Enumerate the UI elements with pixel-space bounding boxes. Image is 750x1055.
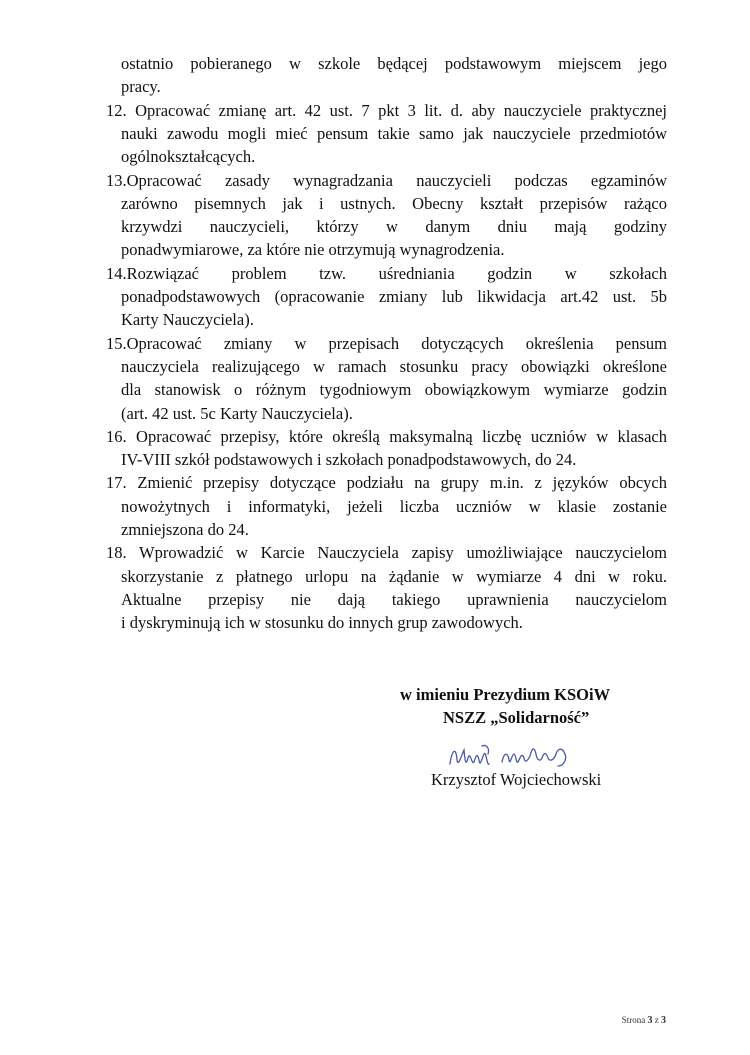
list-item-first-line: 16. Opracować przepisy, które określą maksymalną liczbę uczniów w klasach [106,426,667,446]
list-item-line: (art. 42 ust. 5c Karty Nauczyciela). [121,403,353,423]
list-item-line: zarówno pisemnych jak i ustnych. Obecny kształt przepisów rażąco [121,193,667,213]
list-item-first-line: 12. Opracować zmianę art. 42 ust. 7 pkt 3 lit. d. aby nauczyciele praktycznej [106,100,667,120]
list-item-first-line: 18. Wprowadzić w Karcie Nauczyciela zapisy umożliwiające nauczycielom [106,543,667,563]
footer-separator: z [654,1015,659,1025]
footer-label: Strona [621,1015,646,1025]
list-item-line: IV-VIII szkół podstawowych i szkołach ponadpodstawowych, do 24. [121,450,577,470]
list-item-line: dla stanowisk o różnym tygodniowym obowiązkowym wymiarze godzin [121,380,667,400]
list-item-first-line: 14.Rozwiązać problem tzw. uśredniania godzin w szkołach [106,263,667,283]
list-item-line: ponadpodstawowych (opracowanie zmiany lub likwidacja art.42 ust. 5b [121,287,667,306]
list-item-line: nowożytnych i informatyki, jeżeli liczba uczniów w klasie zostanie [121,496,667,516]
list-item-line: zmniejszona do 24. [121,520,249,539]
list-item-line: Karty Nauczyciela). [121,310,254,330]
list-item-line: ogólnokształcących. [121,147,256,167]
signature-printed-name: Krzysztof Wojciechowski [431,770,602,789]
list-item-line: nauki zawodu mogli mieć pensum takie samo jak nauczyciele przedmiotów [121,123,667,143]
list-item-line: ponadwymiarowe, za które nie otrzymują wynagrodzenia. [121,240,505,260]
footer-total-pages: 3 [661,1015,666,1026]
list-item-line: nauczyciela realizującego w ramach stosunku pracy obowiązki określone [121,356,667,376]
list-item-line: ostatnio pobieranego w szkole będącej podstawowym miejscem jego [121,54,667,73]
signature-org-line2: NSZZ „Solidarność” [443,708,590,727]
list-item-line: pracy. [121,77,161,97]
list-item-first-line: 13.Opracować zasady wynagradzania nauczycieli podczas egzaminów [106,170,667,190]
list-item-first-line: 17. Zmienić przepisy dotyczące podziału na grupy m.in. z języków obcych [106,473,667,493]
list-item-line: Aktualne przepisy nie dają takiego uprawnienia nauczycielom [121,589,667,609]
signature-org-line1: w imieniu Prezydium KSOiW [400,685,611,704]
list-item-first-line: 15.Opracować zmiany w przepisach dotyczących określenia pensum [106,333,667,353]
list-item-line: i dyskryminują ich w stosunku do innych grup zawodowych. [121,613,523,633]
list-item-line: krzywdzi nauczycieli, którzy w danym dniu mają godziny [121,217,667,237]
list-item-line: skorzystanie z płatnego urlopu na żądanie w wymiarze 4 dni w roku. [121,566,667,586]
page-footer [622,1015,666,1026]
footer-current-page: 3 [647,1015,653,1026]
